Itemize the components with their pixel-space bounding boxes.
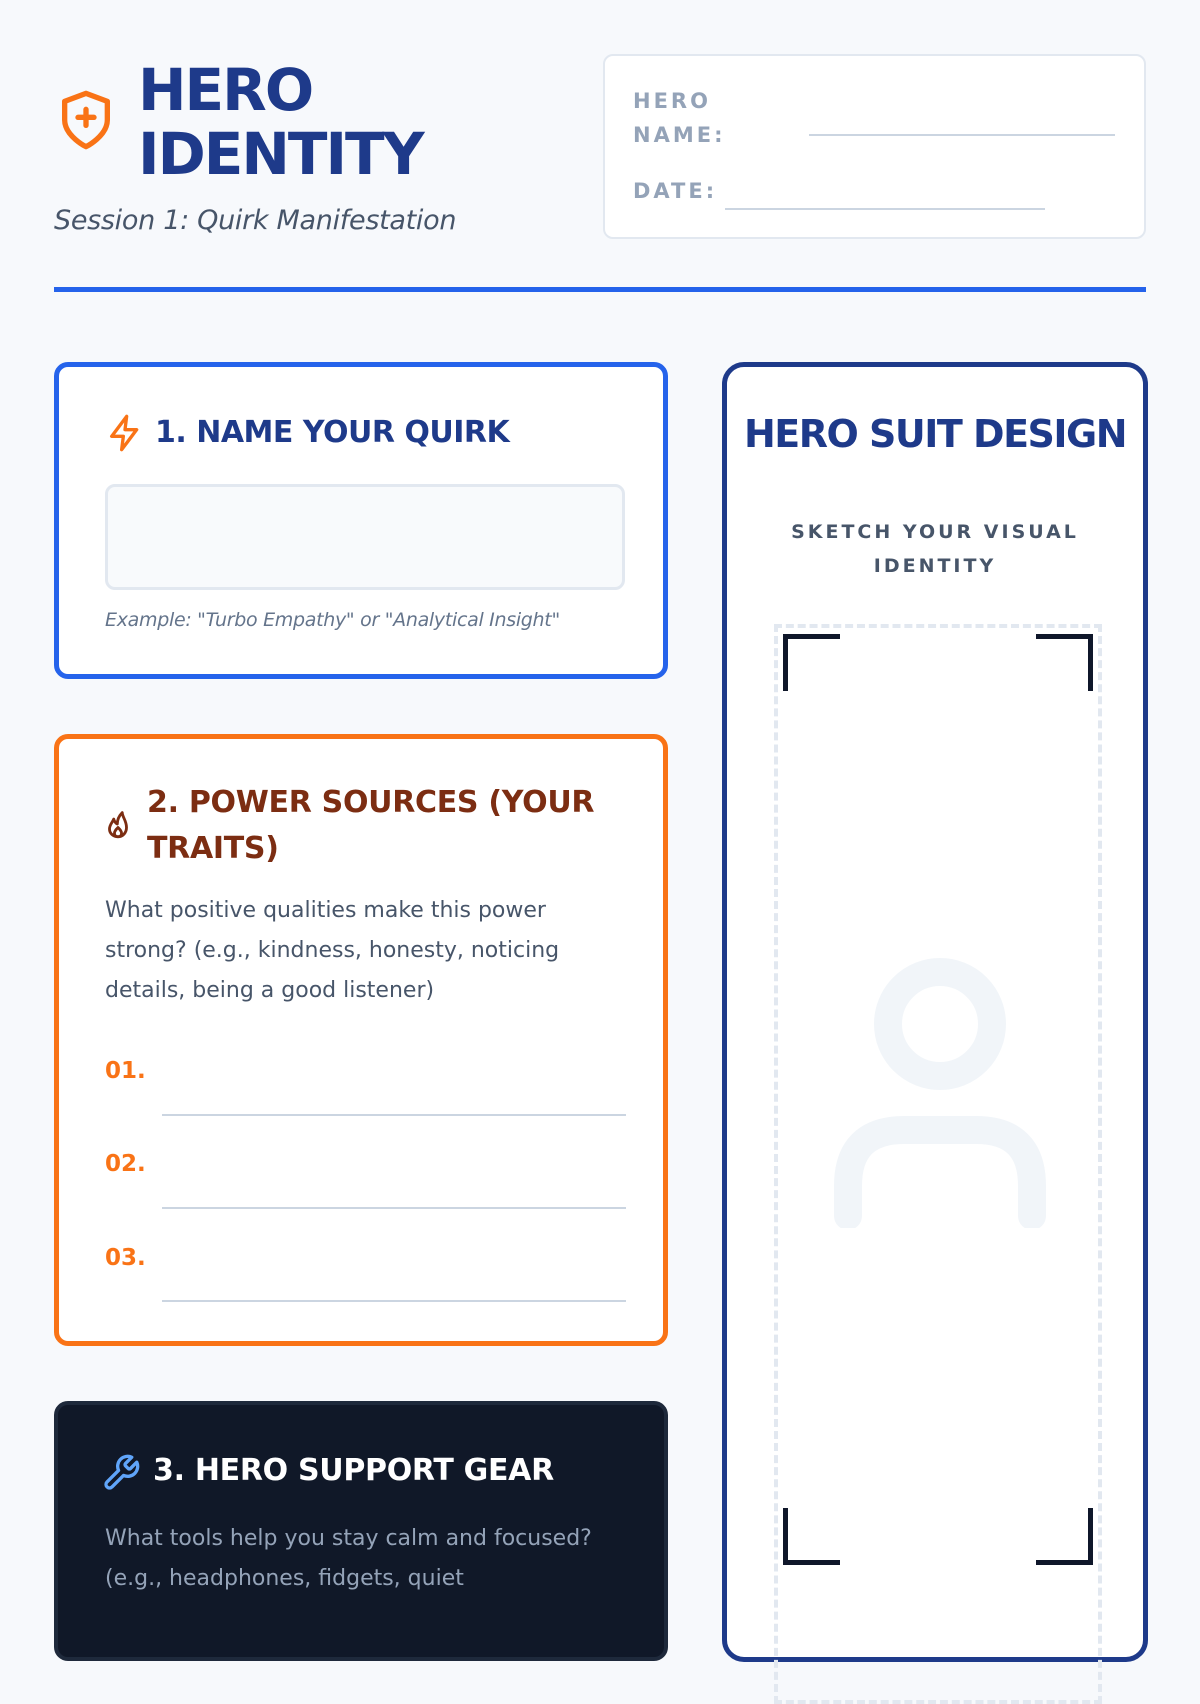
trait-number: 02. bbox=[105, 1151, 146, 1177]
hero-name-label: HERO NAME: bbox=[633, 89, 726, 147]
trait-number: 03. bbox=[105, 1245, 146, 1271]
quirk-example-text: Example: "Turbo Empathy" or "Analytical Insight" bbox=[105, 609, 560, 631]
support-gear-title: 3. HERO SUPPORT GEAR bbox=[153, 1453, 554, 1488]
power-sources-prompt: What positive qualities make this power strong? (e.g., kindness, honesty, noticing details, being a good listener) bbox=[105, 898, 560, 1003]
trait-number: 01. bbox=[105, 1058, 146, 1084]
shield-plus-icon bbox=[54, 88, 118, 152]
suit-design-card bbox=[722, 362, 1148, 1662]
suit-design-title: HERO SUIT DESIGN bbox=[743, 412, 1127, 456]
page-title bbox=[138, 58, 423, 186]
hero-id-card bbox=[603, 54, 1146, 239]
trait-input[interactable] bbox=[162, 1114, 626, 1116]
quirk-name-input[interactable] bbox=[105, 484, 625, 590]
corner-bracket bbox=[1036, 1508, 1093, 1565]
quirk-title: 1. NAME YOUR QUIRK bbox=[155, 415, 510, 450]
corner-bracket bbox=[1036, 634, 1093, 691]
sketch-area[interactable] bbox=[774, 624, 1102, 1704]
title-line-2: IDENTITY bbox=[138, 120, 423, 188]
power-sources-title: 2. POWER SOURCES (YOUR TRAITS) bbox=[147, 785, 595, 866]
lightning-icon bbox=[105, 413, 145, 453]
date-label: DATE: bbox=[633, 179, 718, 203]
trait-input[interactable] bbox=[162, 1207, 626, 1209]
quirk-card bbox=[54, 362, 668, 679]
header-divider bbox=[54, 287, 1146, 292]
trait-input[interactable] bbox=[162, 1300, 626, 1302]
corner-bracket bbox=[783, 634, 840, 691]
power-sources-card bbox=[54, 734, 668, 1346]
wrench-icon bbox=[101, 1453, 141, 1493]
title-line-1: HERO bbox=[138, 56, 313, 124]
date-field[interactable] bbox=[725, 208, 1045, 210]
support-gear-card bbox=[54, 1401, 668, 1661]
suit-design-subtitle: SKETCH YOUR VISUAL IDENTITY bbox=[791, 521, 1079, 577]
flame-icon bbox=[101, 807, 135, 841]
corner-bracket bbox=[783, 1508, 840, 1565]
support-gear-prompt: What tools help you stay calm and focused? (e.g., headphones, fidgets, quiet bbox=[105, 1526, 592, 1591]
hero-name-field[interactable] bbox=[809, 134, 1115, 136]
person-placeholder-icon bbox=[834, 958, 1046, 1228]
session-subtitle: Session 1: Quirk Manifestation bbox=[54, 205, 457, 236]
